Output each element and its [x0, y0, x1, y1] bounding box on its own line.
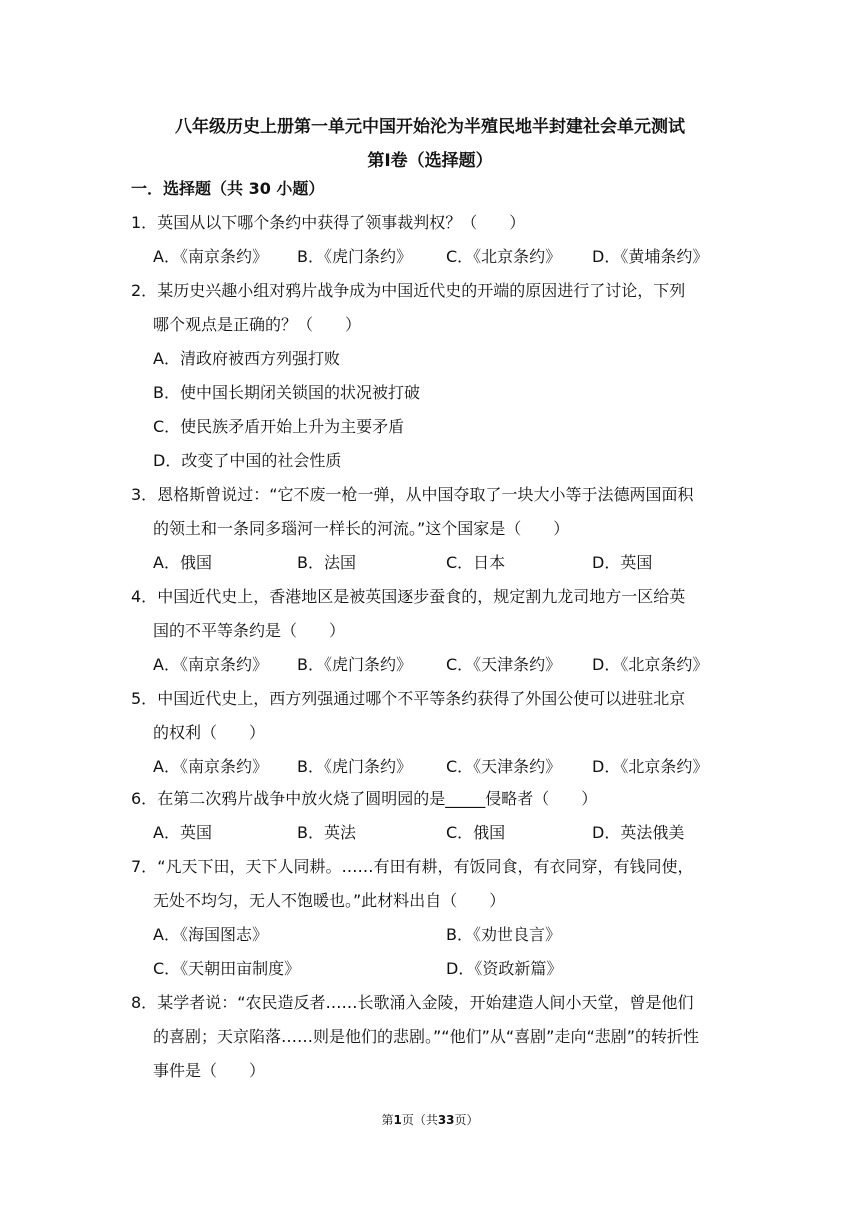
- question-stem: 某历史兴趣小组对鸦片战争成为中国近代史的开端的原因进行了讨论，下列: [157, 281, 686, 300]
- footer-prefix: 第: [381, 1113, 394, 1127]
- question-number: 3．: [131, 485, 158, 504]
- option-b: B．英法: [297, 823, 356, 842]
- option-c: C．《天朝田亩制度》: [153, 959, 301, 978]
- option-c: C．《天津条约》: [446, 655, 562, 674]
- question-7: [131, 856, 693, 878]
- option-c: C．日本: [446, 553, 506, 572]
- option-a: A．俄国: [153, 553, 212, 572]
- option-d: D．《北京条约》: [592, 757, 709, 776]
- option-c: C．俄国: [446, 823, 506, 842]
- option-d: D．《资政新篇》: [446, 959, 563, 978]
- option-c: C．《天津条约》: [446, 757, 562, 776]
- footer-total-pages: 33: [437, 1113, 455, 1127]
- question-stem: 中国近代史上，香港地区是被英国逐步蚕食的，规定割九龙司地方一区给英: [157, 587, 686, 606]
- question-number: 8．: [131, 993, 158, 1012]
- question-stem: 在第二次鸦片战争中放火烧了圆明园的是_____侵略者（ ）: [157, 789, 598, 808]
- question-stem: 英国从以下哪个条约中获得了领事裁判权？（ ）: [157, 213, 526, 232]
- option-d: D．英国: [592, 553, 653, 572]
- question-5: [131, 688, 685, 710]
- question-stem-continued: 国的不平等条约是（ ）: [153, 621, 346, 640]
- footer-suffix: 页）: [454, 1113, 479, 1127]
- option-a: A．英国: [153, 823, 212, 842]
- question-number: 4．: [131, 587, 158, 606]
- question-stem: 中国近代史上，西方列强通过哪个不平等条约获得了外国公使可以进驻北京: [157, 689, 686, 708]
- option-b: B．《劝世良言》: [446, 925, 561, 944]
- question-stem: 恩格斯曾说过：“它不废一枪一弹，从中国夺取了一块大小等于法德两国面积: [157, 485, 694, 504]
- question-4: [131, 586, 685, 608]
- question-stem-continued: 的领土和一条同多瑙河一样长的河流。”这个国家是（ ）: [153, 519, 570, 538]
- volume-title: 第Ⅰ卷（选择题）: [367, 151, 493, 171]
- question-number: 7．: [131, 857, 158, 876]
- question-stem-continued: 无处不均匀，无人不饱暖也。”此材料出自（ ）: [153, 891, 506, 910]
- footer-mid: 页（共: [401, 1113, 438, 1127]
- question-6: [131, 788, 597, 810]
- option-d: D．《北京条约》: [592, 655, 709, 674]
- option-b: B．使中国长期闭关锁国的状况被打破: [153, 383, 420, 402]
- question-stem-continued: 哪个观点是正确的？（ ）: [153, 315, 362, 334]
- question-2: [131, 280, 685, 302]
- section-heading: 一．选择题（共 30 小题）: [131, 179, 325, 198]
- question-stem: 某学者说：“农民造反者……长歌涌入金陵，开始建造人间小天堂，曾是他们: [157, 993, 694, 1012]
- question-stem: “凡天下田，天下人同耕。……有田有耕，有饭同食，有衣同穿，有钱同使，: [157, 857, 694, 876]
- option-d: D．英法俄美: [592, 823, 685, 842]
- option-b: B．法国: [297, 553, 356, 572]
- question-8: [131, 992, 693, 1014]
- option-c: C．《北京条约》: [446, 247, 562, 266]
- question-stem-continued: 的喜剧；天京陷落……则是他们的悲剧。”“他们”从“喜剧”走向“悲剧”的转折性: [153, 1027, 700, 1046]
- option-d: D．改变了中国的社会性质: [153, 451, 342, 470]
- question-stem-continued: 事件是（ ）: [153, 1061, 266, 1080]
- option-a: A．《南京条约》: [153, 247, 268, 266]
- option-a: A．《南京条约》: [153, 757, 268, 776]
- page-footer: [0, 1111, 860, 1128]
- option-a: A．清政府被西方列强打败: [153, 349, 340, 368]
- option-c: C．使民族矛盾开始上升为主要矛盾: [153, 417, 405, 436]
- question-stem-continued: 的权利（ ）: [153, 723, 266, 742]
- question-number: 6．: [131, 789, 158, 808]
- option-b: B．《虎门条约》: [297, 655, 412, 674]
- footer-page-number: 1: [393, 1113, 402, 1127]
- question-number: 5．: [131, 689, 158, 708]
- option-d: D．《黄埔条约》: [592, 247, 709, 266]
- option-b: B．《虎门条约》: [297, 247, 412, 266]
- option-a: A．《海国图志》: [153, 925, 268, 944]
- question-number: 2．: [131, 281, 158, 300]
- question-number: 1．: [131, 213, 158, 232]
- option-a: A．《南京条约》: [153, 655, 268, 674]
- option-b: B．《虎门条约》: [297, 757, 412, 776]
- doc-title: 八年级历史上册第一单元中国开始沦为半殖民地半封建社会单元测试: [175, 117, 685, 137]
- question-3: [131, 484, 693, 506]
- question-1: [131, 212, 525, 234]
